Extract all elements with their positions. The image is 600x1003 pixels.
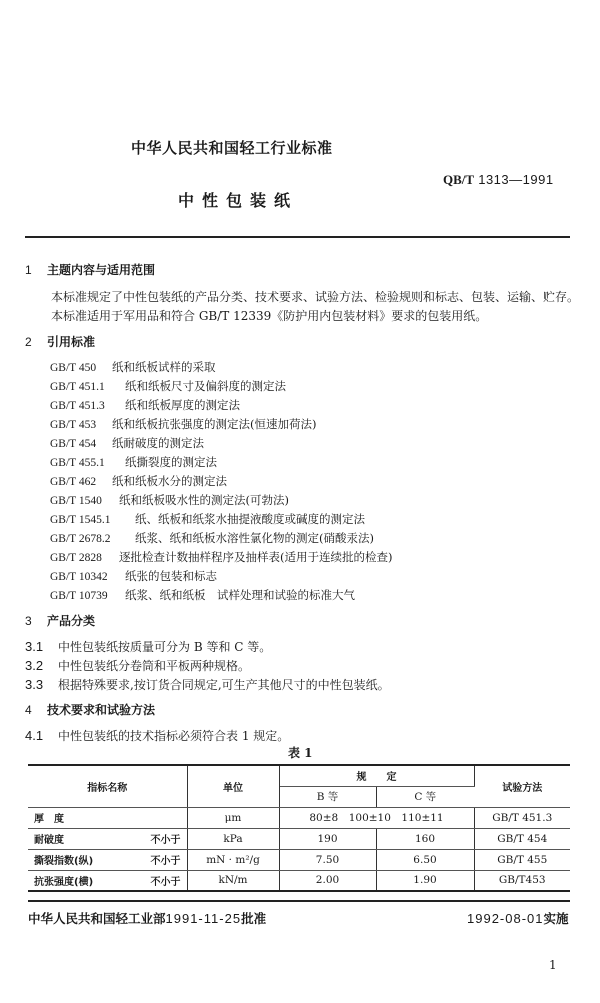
section-1-paragraph: 本标准规定了中性包装纸的产品分类、技术要求、试验方法、检验规则和标志、包装、运输、贮存。: [51, 290, 580, 304]
unit-cell: kPa: [187, 828, 279, 849]
section-1-paragraph: 本标准适用于军用品和符合 GB/T 12339《防护用内包装材料》要求的包装用纸。: [51, 309, 488, 323]
indicator-name: 抗张强度(横) 不小于: [28, 870, 187, 891]
table-row: [28, 828, 570, 849]
page-number: 1: [549, 958, 557, 972]
table-row: [28, 870, 570, 891]
document-title: 中性包装纸: [178, 191, 299, 210]
standard-prefix: QB/T: [443, 172, 475, 187]
grade-b-cell: 2.00: [279, 870, 376, 891]
method-cell: GB/T 455: [474, 849, 570, 870]
reference-item: GB/T 2678.2 纸浆、纸和纸板水溶性氯化物的测定(硝酸汞法): [50, 531, 374, 545]
indicator-name: 耐破度 不小于: [28, 828, 187, 849]
method-cell: GB/T 451.3: [474, 807, 570, 828]
header-spec: 规 定: [279, 765, 474, 786]
header-grade-b: B 等: [279, 786, 376, 807]
unit-cell: kN/m: [187, 870, 279, 891]
unit-cell: mN · m²/g: [187, 849, 279, 870]
reference-item: GB/T 453 纸和纸板抗张强度的测定法(恒速加荷法): [50, 417, 317, 431]
reference-item: GB/T 2828 逐批检查计数抽样程序及抽样表(适用于连续批的检查): [50, 550, 393, 564]
section-3-heading: 3 产品分类: [25, 614, 96, 628]
reference-item: GB/T 451.1 纸和纸板尺寸及偏斜度的测定法: [50, 379, 286, 393]
table-caption: 表 1: [288, 746, 313, 760]
clause-item: 4.1 中性包装纸的技术指标必须符合表 1 规定。: [25, 728, 290, 743]
table-row: [28, 849, 570, 870]
reference-item: GB/T 455.1 纸撕裂度的测定法: [50, 455, 217, 469]
method-cell: GB/T 454: [474, 828, 570, 849]
header-indicator-name: 指标名称: [28, 765, 187, 807]
standard-number: 1313—1991: [478, 172, 554, 187]
table-row: [28, 807, 570, 828]
reference-item: GB/T 10342 纸张的包装和标志: [50, 569, 217, 583]
clause-item: 3.1 中性包装纸按质量可分为 B 等和 C 等。: [25, 639, 272, 654]
section-4-heading: 4 技术要求和试验方法: [25, 703, 156, 717]
reference-item: GB/T 10739 纸浆、纸和纸板 试样处理和试验的标准大气: [50, 588, 355, 602]
approval-line: 中华人民共和国轻工业部1991-11-25批准: [28, 911, 267, 926]
footer-divider: [28, 900, 570, 902]
spec-table: [28, 764, 570, 892]
standard-code: [443, 172, 554, 188]
indicator-name: 撕裂指数(纵) 不小于: [28, 849, 187, 870]
reference-item: GB/T 450 纸和纸板试样的采取: [50, 360, 216, 374]
header-divider: [25, 236, 570, 238]
unit-cell: μm: [187, 807, 279, 828]
spec-merged-cell: 80±8 100±10 110±11: [279, 807, 474, 828]
reference-item: GB/T 451.3 纸和纸板厚度的测定法: [50, 398, 240, 412]
reference-item: GB/T 1545.1 纸、纸板和纸浆水抽提液酸度或碱度的测定法: [50, 512, 365, 526]
section-2-heading: 2 引用标准: [25, 335, 96, 349]
grade-b-cell: 7.50: [279, 849, 376, 870]
grade-b-cell: 190: [279, 828, 376, 849]
header-unit: 单位: [187, 765, 279, 807]
implementation-line: 1992-08-01实施: [467, 911, 569, 926]
issuing-org-title: 中华人民共和国轻工行业标准: [131, 139, 333, 157]
reference-item: GB/T 454 纸耐破度的测定法: [50, 436, 204, 450]
method-cell: GB/T453: [474, 870, 570, 891]
grade-c-cell: 160: [376, 828, 474, 849]
grade-c-cell: 1.90: [376, 870, 474, 891]
indicator-name: 厚 度: [28, 807, 187, 828]
header-grade-c: C 等: [376, 786, 474, 807]
grade-c-cell: 6.50: [376, 849, 474, 870]
section-1-heading: 1 主题内容与适用范围: [25, 263, 156, 277]
clause-item: 3.3 根据特殊要求,按订货合同规定,可生产其他尺寸的中性包装纸。: [25, 677, 390, 692]
reference-item: GB/T 1540 纸和纸板吸水性的测定法(可勃法): [50, 493, 289, 507]
clause-item: 3.2 中性包装纸分卷筒和平板两种规格。: [25, 658, 251, 673]
reference-item: GB/T 462 纸和纸板水分的测定法: [50, 474, 227, 488]
header-test-method: 试验方法: [474, 765, 570, 807]
